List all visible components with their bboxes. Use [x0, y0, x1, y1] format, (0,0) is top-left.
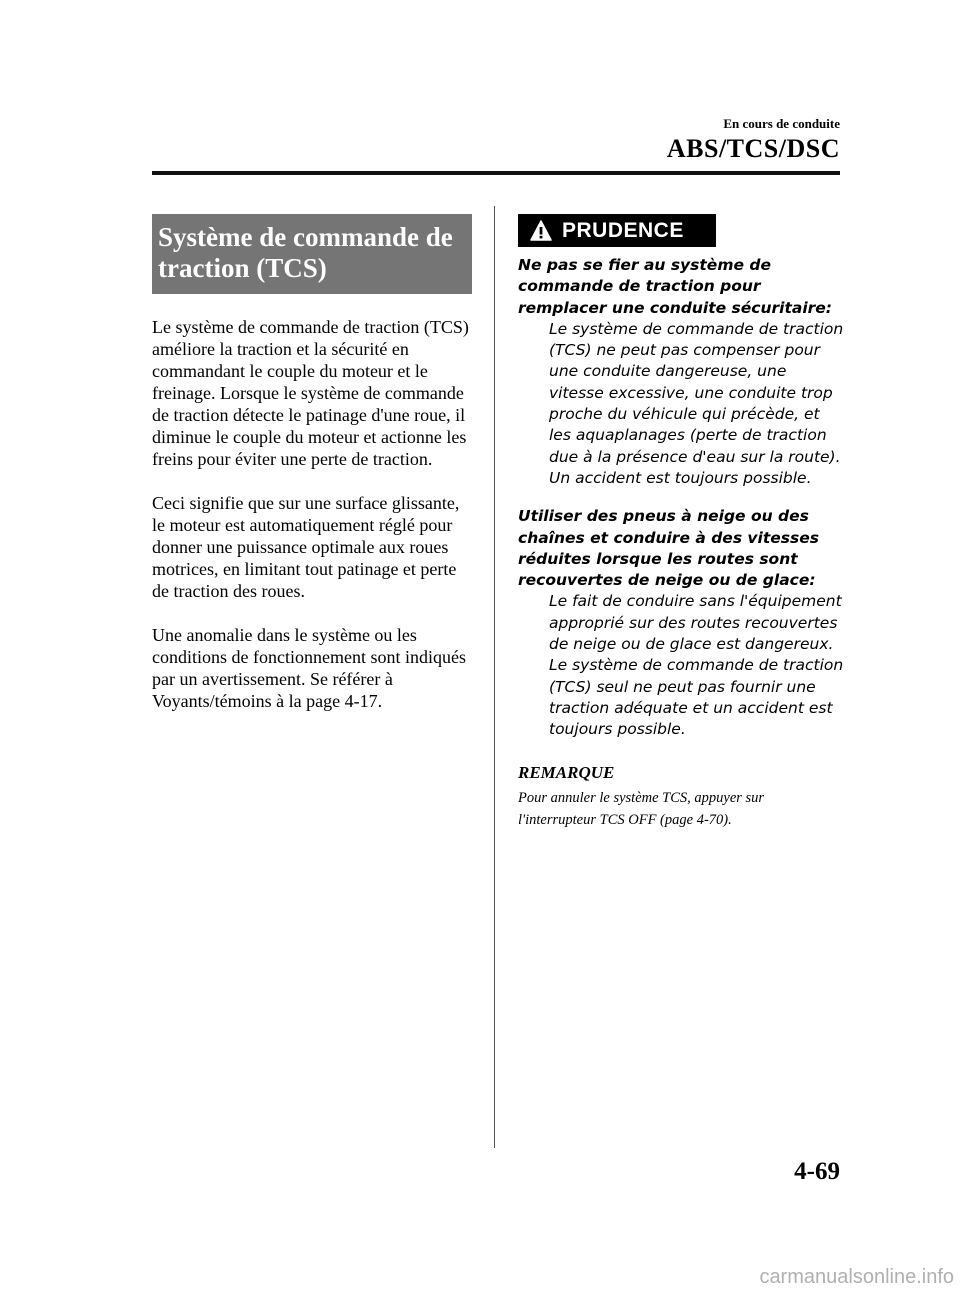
caution-label: PRUDENCE	[562, 218, 684, 242]
warning-body-2: Le fait de conduire sans l'équipement approprié sur des routes recouvertes de neige ou de glace est dangereux. Le système de commande de traction (TCS) seul ne peut pas fournir une traction adéquate et un accident est toujours possible.	[549, 592, 844, 739]
chapter-title: ABS/TCS/DSC	[666, 134, 840, 163]
warning-heading-2: Utiliser des pneus à neige ou des chaînes et conduire à des vitesses réduites lorsque les routes sont recouvertes de neige ou de glace:	[518, 507, 819, 590]
note-body: Pour annuler le système TCS, appuyer sur l'interrupteur TCS OFF (page 4-70).	[518, 789, 765, 828]
left-column	[152, 214, 472, 712]
warning-body-1: Le système de commande de traction (TCS) ne peut pas compenser pour une conduite dangereuse, une vitesse excessive, une conduite trop proche du véhicule qui précède, et les aquaplanages (perte de traction due à la présence d'eau sur la route). Un accident est toujours possible.	[549, 319, 844, 487]
right-column	[518, 214, 844, 831]
page-number: 4-69	[794, 1158, 840, 1185]
column-divider	[494, 206, 495, 1148]
header-rule	[152, 171, 840, 175]
watermark: carmanualsonline.info	[759, 1266, 954, 1288]
paragraph-intro: Le système de commande de traction (TCS) améliore la traction et la sécurité en commandant le couple du moteur et le freinage. Lorsque le système de commande de traction détecte le patinage d'une roue, il diminue le couple du moteur et actionne les freins pour éviter une perte de traction.	[152, 317, 469, 469]
chapter-subtitle: En cours de conduite	[723, 116, 840, 131]
paragraph-slippery: Ceci signifie que sur une surface glissante, le moteur est automatiquement réglé pour donner une puissance optimale aux roues motrices, en limitant tout patinage et perte de traction des roues.	[152, 493, 460, 601]
note-heading: REMARQUE	[518, 762, 615, 782]
section-title: Système de commande de traction (TCS)	[152, 214, 472, 294]
warning-heading-1: Ne pas se fier au système de commande de traction pour remplacer une conduite sécuritaire:	[518, 256, 832, 317]
warning-triangle-icon	[530, 220, 552, 242]
caution-banner	[518, 214, 716, 247]
paragraph-anomaly: Une anomalie dans le système ou les conditions de fonctionnement sont indiqués par un avertissement. Se référer à Voyants/témoins à la page 4-17.	[152, 625, 466, 711]
